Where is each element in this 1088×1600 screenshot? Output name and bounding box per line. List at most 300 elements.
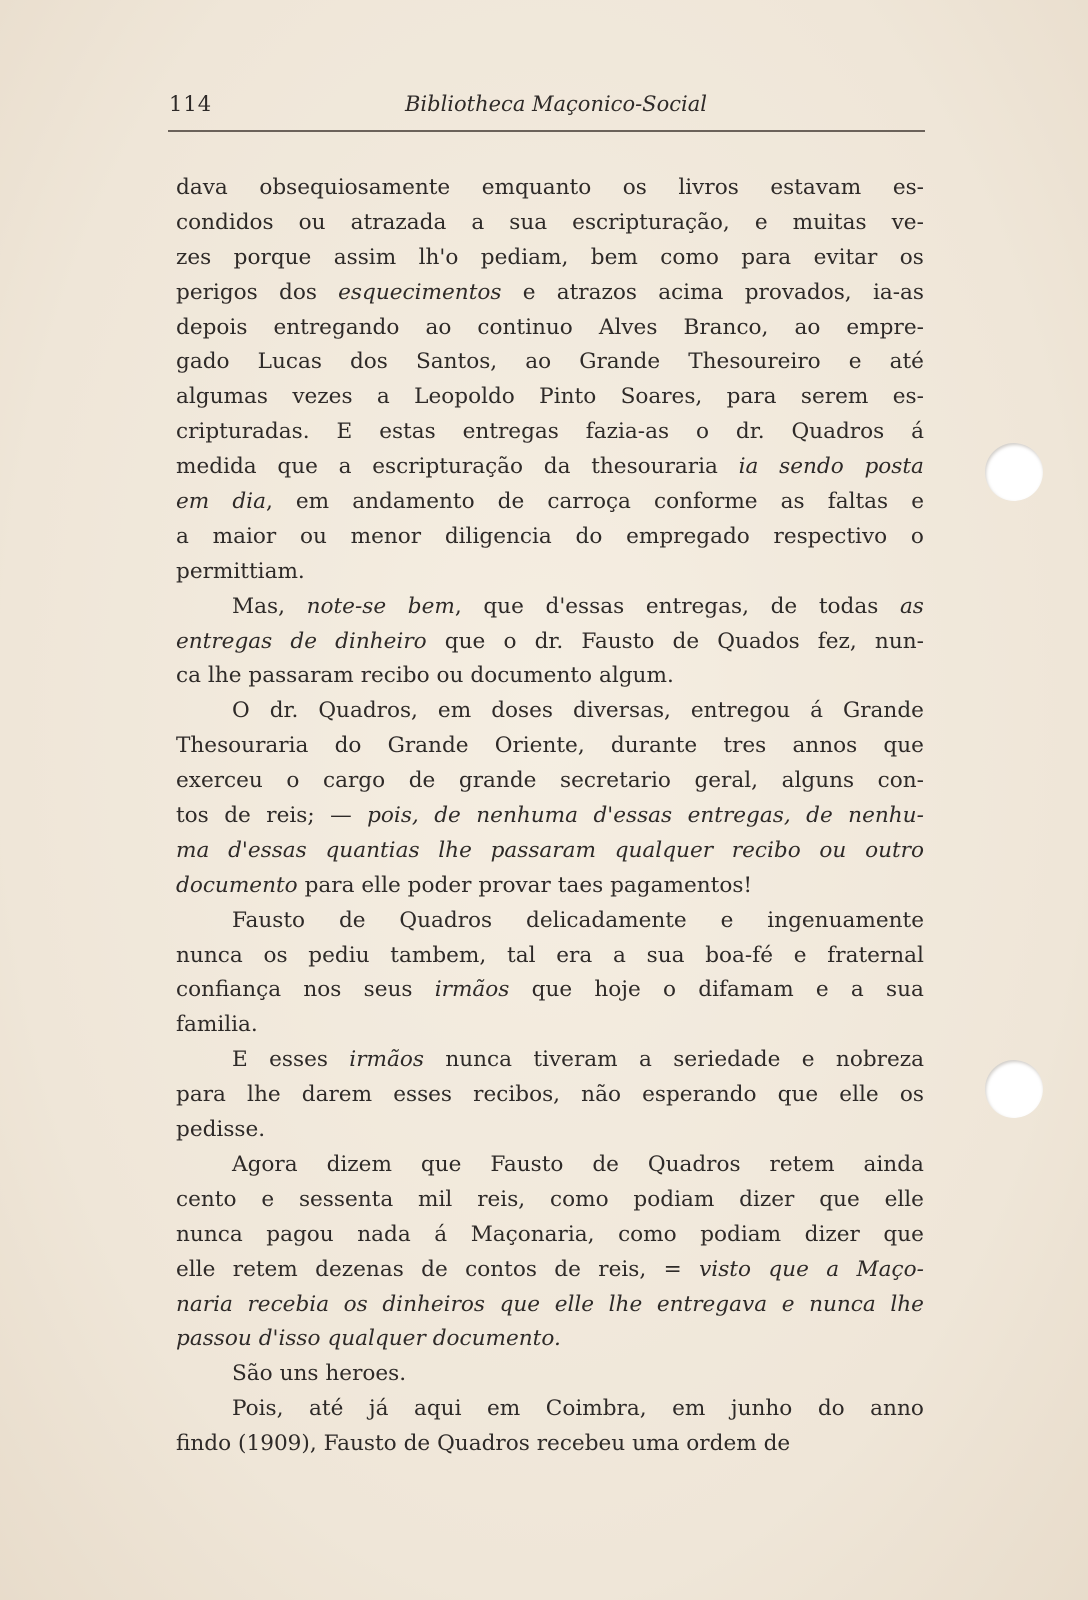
word: o bbox=[910, 523, 924, 549]
text-line bbox=[176, 1392, 924, 1427]
word: con- bbox=[877, 768, 924, 794]
word: porque bbox=[233, 244, 312, 270]
text-line bbox=[176, 904, 924, 939]
word: Quadros, bbox=[318, 698, 418, 724]
word: Thesouraria bbox=[176, 733, 309, 759]
word: fez, bbox=[817, 628, 857, 654]
word: nos bbox=[303, 977, 342, 1003]
word: que bbox=[777, 1082, 819, 1108]
word: a bbox=[376, 384, 390, 410]
word: elle bbox=[361, 872, 401, 898]
word: nenhuma bbox=[476, 803, 579, 829]
word: recebeu bbox=[536, 1431, 626, 1457]
word: Quadros bbox=[437, 1431, 530, 1457]
word: condidos bbox=[176, 209, 274, 235]
word: nunca bbox=[809, 1291, 876, 1317]
word: para bbox=[304, 872, 355, 898]
word: O bbox=[232, 698, 250, 724]
word: elle bbox=[554, 1291, 595, 1317]
word: Soares, bbox=[620, 384, 703, 410]
text-line bbox=[176, 1148, 924, 1183]
text-line bbox=[176, 1183, 924, 1218]
word: conforme bbox=[654, 489, 758, 515]
word: a bbox=[639, 1047, 652, 1073]
word: cripturadas. bbox=[176, 419, 310, 445]
text-line bbox=[176, 276, 924, 311]
word: findo bbox=[176, 1431, 232, 1457]
word: alguns bbox=[781, 768, 855, 794]
word: lhe bbox=[438, 837, 472, 863]
word: serem bbox=[800, 384, 869, 410]
word: Lucas bbox=[257, 349, 322, 375]
word: seriedade bbox=[673, 1047, 781, 1073]
word: nobreza bbox=[835, 1047, 924, 1073]
word: dizer bbox=[739, 1186, 795, 1212]
word: Pois, bbox=[232, 1396, 284, 1422]
word: nunca bbox=[176, 1221, 243, 1247]
word: nun- bbox=[874, 628, 924, 654]
text-line bbox=[176, 1218, 924, 1253]
word: reis; bbox=[266, 803, 315, 829]
word: Fausto bbox=[490, 1151, 564, 1177]
word: Mas, bbox=[232, 593, 285, 619]
word: tambem, bbox=[390, 942, 487, 968]
word: grande bbox=[458, 768, 537, 794]
word: entregas bbox=[176, 628, 273, 654]
word: Fausto bbox=[232, 907, 306, 933]
word: hoje bbox=[594, 977, 641, 1003]
word: ao bbox=[794, 314, 821, 340]
word: as bbox=[780, 489, 805, 515]
word: posta bbox=[864, 454, 924, 480]
word: do bbox=[575, 523, 603, 549]
text-line bbox=[176, 1078, 924, 1113]
word: diligencia bbox=[444, 523, 552, 549]
word: Thesoureiro bbox=[688, 349, 821, 375]
word: cargo bbox=[323, 768, 386, 794]
word: fazia-as bbox=[585, 419, 670, 445]
word: de bbox=[290, 628, 317, 654]
word: empregado bbox=[626, 523, 750, 549]
word: sua bbox=[886, 977, 924, 1003]
word: para bbox=[741, 244, 792, 270]
text-line bbox=[176, 1288, 924, 1323]
word: o bbox=[503, 628, 517, 654]
word: lh'o bbox=[418, 244, 459, 270]
word: de bbox=[338, 907, 366, 933]
word: escripturação bbox=[372, 454, 524, 480]
word: ia-as bbox=[872, 279, 924, 305]
text-line bbox=[176, 625, 924, 660]
word: atrazada bbox=[350, 209, 447, 235]
word: retem bbox=[769, 1151, 835, 1177]
word: dr. bbox=[269, 698, 299, 724]
word: de bbox=[408, 768, 436, 794]
word: elle bbox=[839, 1082, 879, 1108]
header-rule bbox=[168, 130, 925, 132]
text-line bbox=[176, 485, 924, 520]
word: de bbox=[434, 803, 461, 829]
word: e bbox=[720, 907, 734, 933]
word: e bbox=[793, 942, 807, 968]
word: entregava bbox=[656, 1291, 768, 1317]
word: lhe bbox=[247, 1082, 281, 1108]
word: e bbox=[754, 209, 768, 235]
word: pediu bbox=[308, 942, 370, 968]
word: Branco, bbox=[683, 314, 769, 340]
word: permittiam. bbox=[176, 558, 305, 584]
word: visto bbox=[699, 1256, 751, 1282]
word: ao bbox=[425, 314, 452, 340]
word: a bbox=[338, 454, 352, 480]
word: Coimbra, bbox=[545, 1396, 647, 1422]
word: taes bbox=[557, 872, 604, 898]
word: podiam bbox=[633, 1186, 715, 1212]
word: elle bbox=[176, 1256, 216, 1282]
word: heroes. bbox=[325, 1361, 407, 1387]
word: Maçonaria, bbox=[470, 1221, 595, 1247]
word: nunca bbox=[176, 942, 243, 968]
word: que bbox=[444, 628, 486, 654]
text-line bbox=[176, 1357, 924, 1392]
word: de bbox=[421, 1256, 448, 1282]
word: continuo bbox=[477, 314, 573, 340]
word: exerceu bbox=[176, 768, 263, 794]
word: dinheiros bbox=[382, 1291, 485, 1317]
word: irmãos bbox=[349, 1047, 424, 1073]
word: sessenta bbox=[298, 1186, 394, 1212]
text-line bbox=[176, 939, 924, 974]
word: sendo bbox=[779, 454, 844, 480]
text-line bbox=[176, 590, 924, 625]
word: provar bbox=[478, 872, 551, 898]
word: carroça bbox=[547, 489, 631, 515]
text-line bbox=[176, 1008, 924, 1043]
word: os bbox=[899, 244, 924, 270]
word: reis, bbox=[598, 1256, 647, 1282]
word: Fausto bbox=[323, 1431, 397, 1457]
word: = bbox=[663, 1256, 682, 1282]
word: como bbox=[550, 1186, 609, 1212]
word: da bbox=[543, 454, 571, 480]
word: pediam, bbox=[480, 244, 569, 270]
text-line bbox=[176, 973, 924, 1008]
word: os bbox=[263, 942, 288, 968]
word: provados, bbox=[744, 279, 852, 305]
page-number: 114 bbox=[169, 92, 213, 116]
word: a bbox=[612, 942, 626, 968]
word: esses bbox=[269, 1047, 328, 1073]
word: á bbox=[810, 698, 823, 724]
word: tres bbox=[723, 733, 767, 759]
word: mil bbox=[418, 1186, 453, 1212]
word: entregas, bbox=[687, 803, 791, 829]
word: sua bbox=[509, 209, 548, 235]
word: ao bbox=[525, 349, 552, 375]
word: o bbox=[663, 977, 677, 1003]
word: geral, bbox=[694, 768, 759, 794]
word: boa-fé bbox=[705, 942, 773, 968]
word: documento bbox=[470, 663, 593, 689]
word: ordem bbox=[686, 1431, 757, 1457]
word: Quadros bbox=[399, 907, 493, 933]
word: os bbox=[343, 1291, 368, 1317]
word: elle bbox=[884, 1186, 924, 1212]
word: durante bbox=[610, 733, 698, 759]
text-line bbox=[176, 555, 924, 590]
word: uma bbox=[632, 1431, 680, 1457]
word: Quados bbox=[717, 628, 800, 654]
word: nenhu- bbox=[848, 803, 924, 829]
word: á bbox=[911, 419, 924, 445]
word: entregas bbox=[462, 419, 559, 445]
word: Quadros bbox=[791, 419, 885, 445]
text-line bbox=[176, 415, 924, 450]
word: e bbox=[522, 279, 536, 305]
word: São bbox=[232, 1361, 273, 1387]
word: até bbox=[889, 349, 924, 375]
text-line bbox=[176, 659, 924, 694]
punch-hole bbox=[985, 1060, 1043, 1118]
text-line bbox=[176, 1043, 924, 1078]
word: menor bbox=[350, 523, 422, 549]
word: (1909), bbox=[238, 1431, 317, 1457]
word: assim bbox=[333, 244, 397, 270]
word: lhe bbox=[890, 1291, 924, 1317]
word: Pinto bbox=[539, 384, 597, 410]
word: depois bbox=[176, 314, 248, 340]
word: estas bbox=[379, 419, 436, 445]
word: ingenuamente bbox=[767, 907, 924, 933]
word: e bbox=[815, 977, 829, 1003]
word: de bbox=[763, 1431, 791, 1457]
word: em bbox=[176, 489, 210, 515]
word: — bbox=[330, 803, 352, 829]
text-line bbox=[176, 764, 924, 799]
word: Grande bbox=[842, 698, 924, 724]
word: respectivo bbox=[773, 523, 888, 549]
word: ma bbox=[176, 837, 210, 863]
word: Maço- bbox=[856, 1256, 924, 1282]
word: d'essas bbox=[228, 837, 307, 863]
word: ve- bbox=[891, 209, 924, 235]
word: já bbox=[368, 1396, 389, 1422]
word: dos bbox=[349, 349, 388, 375]
word: muitas bbox=[792, 209, 867, 235]
body-text bbox=[176, 171, 924, 1462]
word: outro bbox=[865, 837, 924, 863]
word: Grande bbox=[579, 349, 661, 375]
word: Santos, bbox=[415, 349, 498, 375]
word: algum. bbox=[598, 663, 674, 689]
word: do bbox=[334, 733, 362, 759]
word: dinheiro bbox=[335, 628, 427, 654]
word: e bbox=[801, 1047, 815, 1073]
word: faltas bbox=[827, 489, 889, 515]
word: de bbox=[224, 803, 251, 829]
word: Grande bbox=[387, 733, 469, 759]
word: recibos, bbox=[473, 1082, 561, 1108]
word: em bbox=[295, 489, 330, 515]
word: que bbox=[883, 733, 924, 759]
word: que bbox=[483, 593, 524, 619]
word: E bbox=[336, 419, 353, 445]
word: esses bbox=[393, 1082, 453, 1108]
word: thesouraria bbox=[591, 454, 718, 480]
word: Oriente, bbox=[494, 733, 585, 759]
word: que bbox=[531, 977, 573, 1003]
text-line bbox=[176, 450, 924, 485]
word: que bbox=[819, 1186, 860, 1212]
text-line bbox=[176, 311, 924, 346]
word: de bbox=[497, 489, 525, 515]
text-line bbox=[176, 1427, 924, 1462]
word: a bbox=[176, 523, 189, 549]
word: dos bbox=[279, 279, 317, 305]
word: dava bbox=[176, 175, 228, 200]
word: pedisse. bbox=[176, 1117, 266, 1143]
word: tal bbox=[507, 942, 536, 968]
word: d'essas bbox=[593, 803, 673, 829]
word: esperando bbox=[642, 1082, 757, 1108]
word: como bbox=[618, 1221, 677, 1247]
word: documento bbox=[176, 872, 298, 898]
word: pois, bbox=[367, 803, 419, 829]
word: dezenas bbox=[315, 1256, 404, 1282]
word: Alves bbox=[598, 314, 658, 340]
word: ou bbox=[819, 837, 847, 863]
word: os bbox=[622, 175, 647, 200]
word: para bbox=[176, 1082, 226, 1108]
word: entregou bbox=[690, 698, 791, 724]
word: Agora bbox=[232, 1151, 298, 1177]
word: documento. bbox=[432, 1326, 561, 1352]
word: nada bbox=[357, 1221, 411, 1247]
text-line bbox=[176, 1113, 924, 1148]
word: o bbox=[286, 768, 300, 794]
word: e bbox=[781, 1291, 795, 1317]
word: diversas, bbox=[572, 698, 671, 724]
word: Quadros bbox=[647, 1151, 741, 1177]
word: atrazos bbox=[556, 279, 637, 305]
word: anno bbox=[870, 1396, 924, 1422]
word: pagou bbox=[266, 1221, 334, 1247]
word: podiam bbox=[700, 1221, 782, 1247]
word: o bbox=[695, 419, 709, 445]
word: para bbox=[726, 384, 777, 410]
word: tiveram bbox=[533, 1047, 618, 1073]
word: poder bbox=[407, 872, 472, 898]
word: reis, bbox=[477, 1186, 526, 1212]
text-line bbox=[176, 834, 924, 869]
word: lhe bbox=[207, 663, 242, 689]
word: delicadamente bbox=[526, 907, 687, 933]
word: qualquer bbox=[327, 1326, 426, 1352]
word: bem, bbox=[407, 593, 462, 619]
word: difamam bbox=[698, 977, 794, 1003]
word: a bbox=[850, 977, 864, 1003]
word: livros bbox=[678, 175, 739, 200]
word: empre- bbox=[846, 314, 924, 340]
text-line bbox=[176, 799, 924, 834]
word: d'isso bbox=[258, 1326, 321, 1352]
word: que bbox=[768, 1256, 809, 1282]
word: evitar bbox=[813, 244, 878, 270]
word: vezes bbox=[292, 384, 353, 410]
word: acima bbox=[658, 279, 724, 305]
word: ou bbox=[299, 523, 327, 549]
word: maior bbox=[212, 523, 277, 549]
word: todas bbox=[818, 593, 879, 619]
word: qualquer bbox=[614, 837, 714, 863]
word: dia, bbox=[232, 489, 273, 515]
word: ca bbox=[176, 663, 201, 689]
word: entregas, bbox=[645, 593, 749, 619]
word: que bbox=[883, 1221, 924, 1247]
word: retem bbox=[232, 1256, 298, 1282]
word: emquanto bbox=[481, 175, 592, 200]
word: zes bbox=[176, 244, 212, 270]
text-line bbox=[176, 380, 924, 415]
word: seus bbox=[363, 977, 413, 1003]
word: confiança bbox=[176, 977, 282, 1003]
word: como bbox=[660, 244, 719, 270]
word: e bbox=[911, 489, 924, 515]
word: ainda bbox=[863, 1151, 924, 1177]
text-line bbox=[176, 345, 924, 380]
word: perigos bbox=[176, 279, 258, 305]
text-line bbox=[176, 1322, 924, 1357]
word: annos bbox=[792, 733, 858, 759]
word: bem bbox=[590, 244, 638, 270]
word: doses bbox=[491, 698, 553, 724]
word: E bbox=[232, 1047, 248, 1073]
text-line bbox=[176, 171, 924, 206]
word: lhe bbox=[608, 1291, 643, 1317]
word: obsequiosamente bbox=[259, 175, 451, 200]
word: nunca bbox=[445, 1047, 513, 1073]
word: que bbox=[420, 1151, 462, 1177]
word: de bbox=[770, 593, 798, 619]
word: es- bbox=[892, 384, 924, 410]
word: passaram bbox=[490, 837, 596, 863]
word: andamento bbox=[352, 489, 475, 515]
word: os bbox=[899, 1082, 924, 1108]
word: naria bbox=[176, 1291, 233, 1317]
word: estavam bbox=[770, 175, 862, 200]
text-line bbox=[176, 694, 924, 729]
word: recibo bbox=[360, 663, 430, 689]
word: recebia bbox=[247, 1291, 330, 1317]
word: a bbox=[826, 1256, 840, 1282]
word: es- bbox=[892, 175, 924, 200]
word: secretario bbox=[560, 768, 671, 794]
word: ia bbox=[738, 454, 759, 480]
word: familia. bbox=[176, 1012, 258, 1038]
text-line bbox=[176, 206, 924, 241]
word: ou bbox=[298, 209, 326, 235]
word: de bbox=[806, 803, 833, 829]
word: irmãos bbox=[434, 977, 510, 1003]
word: de bbox=[672, 628, 700, 654]
word: medida bbox=[176, 454, 257, 480]
word: de bbox=[403, 1431, 431, 1457]
word: quantias bbox=[325, 837, 420, 863]
text-line bbox=[176, 869, 924, 904]
word: em bbox=[487, 1396, 521, 1422]
word: tos bbox=[176, 803, 209, 829]
word: e bbox=[848, 349, 862, 375]
